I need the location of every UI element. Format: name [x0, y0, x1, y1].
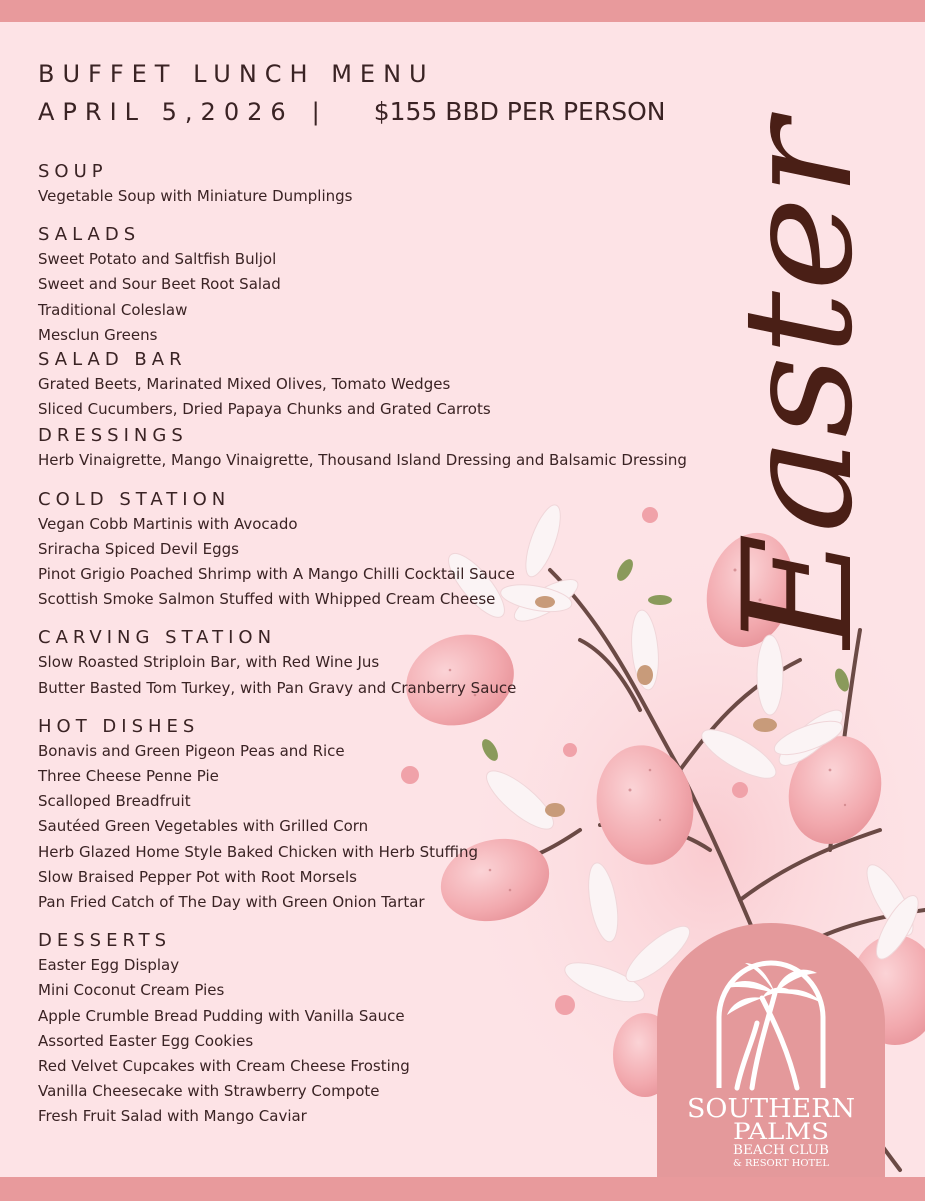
menu-item: Three Cheese Penne Pie — [38, 767, 219, 786]
menu-item: Sliced Cucumbers, Dried Papaya Chunks and Grated Carrots — [38, 400, 491, 419]
menu-item: Apple Crumble Bread Pudding with Vanilla Sauce — [38, 1006, 405, 1025]
menu-item: Fresh Fruit Salad with Mango Caviar — [38, 1107, 307, 1126]
menu-item: Slow Braised Pepper Pot with Root Morsels — [38, 867, 357, 886]
logo-line-2: PALMS — [733, 1120, 829, 1145]
southern-palms-logo — [657, 923, 885, 1180]
menu-item: Herb Vinaigrette, Mango Vinaigrette, Thousand Island Dressing and Balsamic Dressing — [38, 451, 687, 470]
date-price-line — [38, 97, 665, 126]
menu-item: Sweet and Sour Beet Root Salad — [38, 275, 281, 294]
menu-item: Slow Roasted Striploin Bar, with Red Wine Jus — [38, 653, 380, 672]
menu-item: Red Velvet Cupcakes with Cream Cheese Frosting — [38, 1057, 410, 1076]
menu-item: Traditional Coleslaw — [38, 300, 188, 319]
price: $155 BBD PER PERSON — [373, 97, 666, 126]
menu-section-carving-station — [38, 626, 738, 700]
menu-section-salad-bar — [38, 348, 738, 422]
section-title: DESSERTS — [38, 930, 172, 952]
logo-line-4: & RESORT HOTEL — [733, 1159, 830, 1169]
separator: | — [311, 98, 328, 126]
menu-item: Vegetable Soup with Miniature Dumplings — [38, 187, 353, 205]
menu-heading: BUFFET LUNCH MENU — [38, 60, 435, 88]
menu-sections — [38, 160, 738, 1130]
menu-item: Scottish Smoke Salmon Stuffed with Whipped Cream Cheese — [38, 590, 496, 609]
bottom-band — [0, 1177, 925, 1201]
menu-item: Assorted Easter Egg Cookies — [38, 1031, 254, 1050]
menu-item: Pan Fried Catch of The Day with Green Onion Tartar — [38, 893, 425, 912]
easter-script-text: Easter — [712, 153, 886, 650]
menu-item: Pinot Grigio Poached Shrimp with A Mango Chilli Cocktail Sauce — [38, 565, 515, 584]
section-title: HOT DISHES — [38, 715, 200, 737]
menu-section-hot-dishes — [38, 715, 738, 915]
menu-section-dressings — [38, 424, 738, 473]
top-band — [0, 0, 925, 22]
section-title: SOUP — [38, 161, 108, 182]
menu-section-soup — [38, 160, 738, 209]
event-date: APRIL 5,2026 — [38, 98, 294, 126]
menu-item: Sriracha Spiced Devil Eggs — [38, 539, 239, 558]
logo-line-3: BEACH CLUB — [733, 1143, 829, 1158]
menu-item: Easter Egg Display — [38, 956, 180, 975]
menu-item: Mini Coconut Cream Pies — [38, 981, 225, 1000]
section-title: DRESSINGS — [38, 425, 188, 447]
menu-item: Sweet Potato and Saltfish Buljol — [38, 250, 277, 269]
menu-section-desserts — [38, 929, 738, 1129]
section-title: SALADS — [38, 224, 141, 246]
menu-item: Vegan Cobb Martinis with Avocado — [38, 514, 298, 533]
menu-item: Vanilla Cheesecake with Strawberry Compote — [38, 1082, 380, 1101]
section-title: COLD STATION — [38, 488, 231, 510]
menu-item: Sautéed Green Vegetables with Grilled Corn — [38, 817, 369, 836]
menu-item: Herb Glazed Home Style Baked Chicken with Herb Stuffing — [38, 842, 479, 861]
menu-item: Bonavis and Green Pigeon Peas and Rice — [38, 741, 345, 760]
menu-item: Butter Basted Tom Turkey, with Pan Gravy and Cranberry Sauce — [38, 678, 517, 697]
menu-item: Grated Beets, Marinated Mixed Olives, Tomato Wedges — [38, 375, 451, 394]
menu-section-cold-station — [38, 488, 738, 613]
logo-line-1: SOUTHERN — [687, 1094, 855, 1124]
section-title: CARVING STATION — [38, 627, 277, 649]
section-title: SALAD BAR — [38, 349, 187, 371]
menu-item: Mesclun Greens — [38, 325, 158, 344]
menu-item: Scalloped Breadfruit — [38, 792, 191, 811]
menu-section-salads — [38, 223, 738, 348]
